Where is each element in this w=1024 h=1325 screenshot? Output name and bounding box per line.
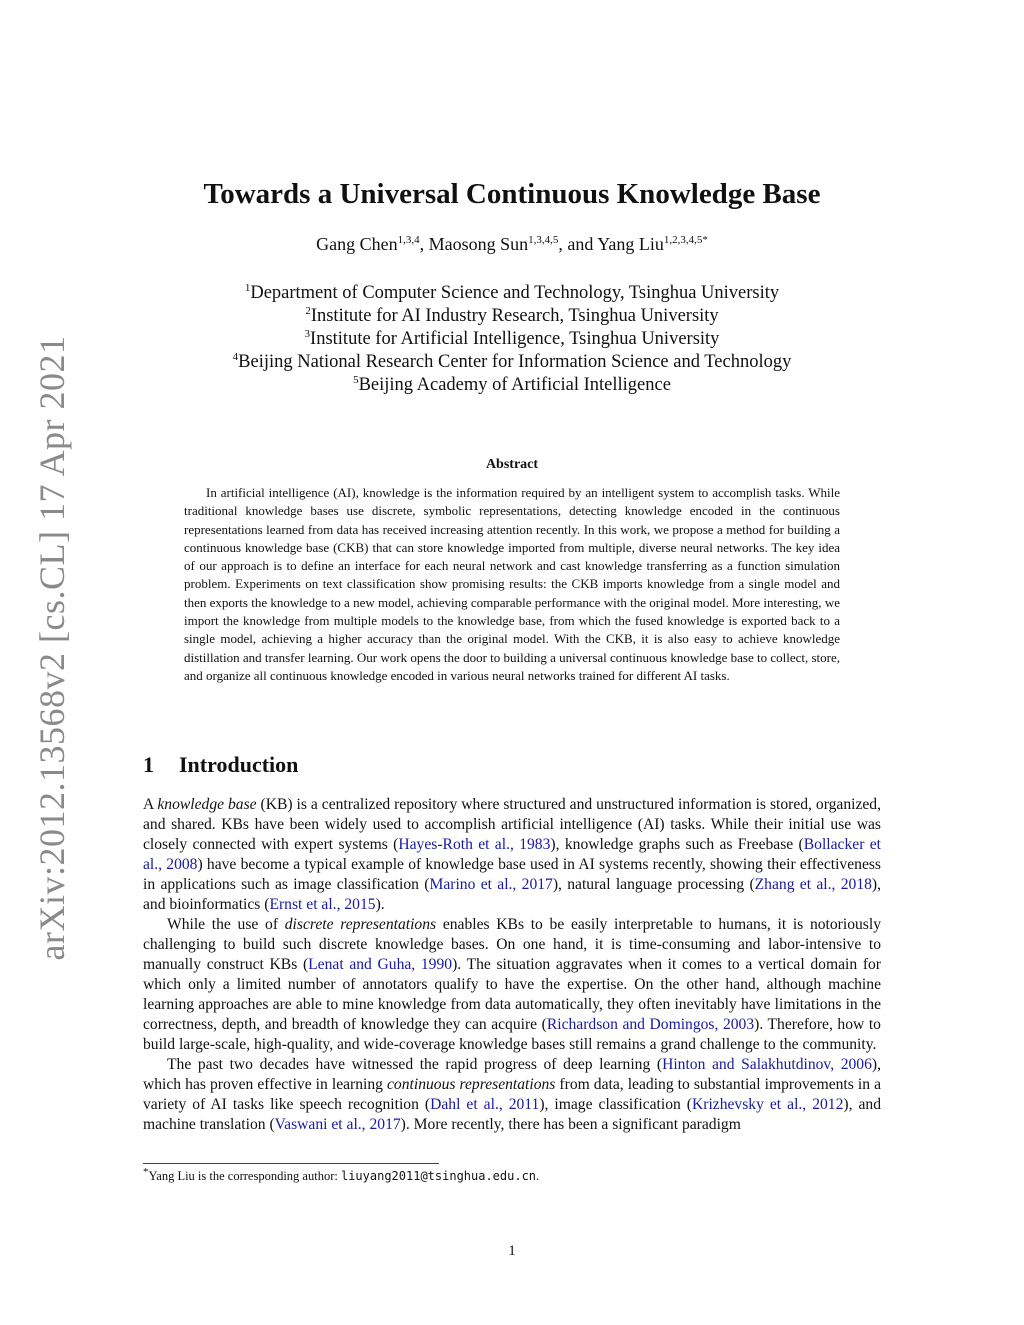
- footnote-end: .: [536, 1169, 540, 1183]
- citation-link[interactable]: Hinton and Salakhutdinov, 2006: [662, 1056, 872, 1073]
- author-list: [0, 234, 1024, 255]
- text-run: ), image classification (: [539, 1096, 692, 1113]
- text-run: The past two decades have witnessed the rapid progress of deep learning (: [167, 1056, 663, 1073]
- section-number: 1: [143, 752, 154, 777]
- affiliation-text: Beijing Academy of Artificial Intelligence: [358, 375, 671, 395]
- footnote-rule: [143, 1163, 439, 1164]
- affiliation: [0, 282, 1024, 305]
- text-run: ). More recently, there has been a significant paradigm: [400, 1116, 741, 1133]
- author-name: Gang Chen: [316, 234, 398, 254]
- paper-title: Towards a Universal Continuous Knowledge Base: [203, 178, 821, 210]
- affiliation-list: [0, 282, 1024, 397]
- author-affiliation-mark: 1,3,4: [397, 234, 420, 246]
- text-run: While the use of: [167, 916, 285, 933]
- emphasis: continuous representations: [387, 1076, 556, 1093]
- section-heading: [143, 752, 298, 778]
- author-name: Yang Liu: [597, 234, 664, 254]
- affiliation-text: Beijing National Research Center for Information Science and Technology: [238, 352, 792, 372]
- paragraph: [143, 795, 881, 915]
- text-run: ). Therefore, how to build large-scale, high-quality, and wide-coverage knowledge bases still remains a grand challenge to the community.: [143, 1016, 881, 1053]
- affiliation-number: 2: [305, 304, 311, 317]
- arxiv-identifier: arXiv:2012.13568v2 [cs.CL] 17 Apr 2021: [32, 335, 72, 961]
- affiliation-text: Department of Computer Science and Technology, Tsinghua University: [250, 283, 780, 303]
- citation-link[interactable]: Dahl et al., 2011: [430, 1096, 540, 1113]
- citation-link[interactable]: Zhang et al., 2018: [754, 876, 872, 893]
- corresponding-author-mark: *: [702, 234, 708, 246]
- text-run: ).: [375, 896, 385, 913]
- affiliation-number: 4: [232, 350, 239, 363]
- affiliation-number: 1: [244, 281, 251, 294]
- citation-link[interactable]: Vaswani et al., 2017: [274, 1116, 401, 1133]
- affiliation-text: Institute for Artificial Intelligence, Tsinghua University: [310, 329, 720, 349]
- text-run: from data, leading to substantial improvements in a variety of AI tasks like speech recognition (: [143, 1076, 881, 1113]
- citation-link[interactable]: Lenat and Guha, 1990: [308, 956, 453, 973]
- footnote-mark: *: [143, 1165, 149, 1178]
- affiliation-number: 3: [304, 327, 311, 340]
- affiliation-text: Institute for AI Industry Research, Tsinghua University: [310, 306, 719, 326]
- citation-link[interactable]: Hayes-Roth et al., 1983: [398, 836, 551, 853]
- citation-link[interactable]: Ernst et al., 2015: [269, 896, 376, 913]
- email-link[interactable]: liuyang2011@tsinghua.edu.cn: [340, 1169, 537, 1183]
- page-number: 1: [508, 1243, 516, 1259]
- footnote: [143, 1165, 540, 1184]
- section-title: Introduction: [179, 752, 299, 777]
- affiliation: [0, 351, 1024, 374]
- author-affiliation-mark: 1,2,3,4,5: [663, 234, 703, 246]
- text-run: (KB) is a centralized repository where structured and unstructured information is stored, organized, and shared. KBs have been widely used to accomplish artificial intelligence (AI) tasks. While their initial use was closely connected with expert systems (: [143, 796, 881, 853]
- paragraph: [143, 915, 881, 1055]
- affiliation-number: 5: [353, 373, 359, 386]
- affiliation: [0, 374, 1024, 397]
- citation-link[interactable]: Bollacker et al., 2008: [143, 836, 881, 873]
- text-run: ), natural language processing (: [552, 876, 755, 893]
- text-run: ), which has proven effective in learning: [143, 1056, 881, 1093]
- text-run: ) have become a typical example of knowledge base used in AI systems recently, showing their effectiveness in applications such as image classification (: [143, 856, 882, 893]
- citation-link[interactable]: Richardson and Domingos, 2003: [546, 1016, 755, 1033]
- emphasis: discrete representations: [284, 916, 437, 933]
- citation-link[interactable]: Krizhevsky et al., 2012: [692, 1096, 844, 1113]
- text-run: ), and machine translation (: [143, 1096, 881, 1133]
- text-run: ), knowledge graphs such as Freebase (: [550, 836, 804, 853]
- footnote-text: Yang Liu is the corresponding author:: [148, 1169, 341, 1183]
- text-run: ). The situation aggravates when it comes to a vertical domain for which only a limited number of annotators qualify to have the expertise. On the other hand, although machine learning approaches are able to mine knowledge from data automatically, they often inevitably have limitations in the correctness, depth, and breadth of knowledge they can acquire (: [143, 956, 882, 1033]
- author-name: Maosong Sun: [428, 234, 529, 254]
- paragraph: [143, 1055, 881, 1135]
- body-text: [143, 795, 881, 1135]
- text-run: enables KBs to be easily interpretable to humans, it is notoriously challenging to build such discrete knowledge bases. On one hand, it is time-consuming and labor-intensive to manually construct KBs (: [143, 916, 881, 973]
- author-affiliation-mark: 1,3,4,5: [528, 234, 559, 246]
- affiliation: [0, 328, 1024, 351]
- emphasis: knowledge base: [157, 796, 257, 813]
- abstract-text: In artificial intelligence (AI), knowledge is the information required by an intelligent system to accomplish tasks. While traditional knowledge bases use discrete, symbolic representations, detecting knowledge encoded in the continuous representations learned from data has received increasing attention recently. In this work, we propose a method for building a continuous knowledge base (CKB) that can store knowledge imported from multiple, diverse neural networks. The key idea of our approach is to define an interface for each neural network and cast knowledge transferring as a function simulation problem. Experiments on text classification show promising results: the CKB imports knowledge from a single model and then exports the knowledge to a new model, achieving comparable performance with the original model. More interesting, we import the knowledge from multiple models to the knowledge base, from which the fused knowledge is exported back to a single model, achieving a higher accuracy than the original model. With the CKB, it is also easy to achieve knowledge distillation and transfer learning. Our work opens the door to building a universal continuous knowledge base to collect, store, and organize all continuous knowledge encoded in various neural networks trained for different AI tasks.: [184, 485, 840, 683]
- text-run: A: [143, 796, 158, 813]
- abstract-heading: Abstract: [485, 457, 539, 472]
- text-run: ), and bioinformatics (: [143, 876, 882, 913]
- author-separator: ,: [419, 234, 429, 254]
- author-separator: , and: [558, 234, 598, 254]
- affiliation: [0, 305, 1024, 328]
- citation-link[interactable]: Marino et al., 2017: [429, 876, 553, 893]
